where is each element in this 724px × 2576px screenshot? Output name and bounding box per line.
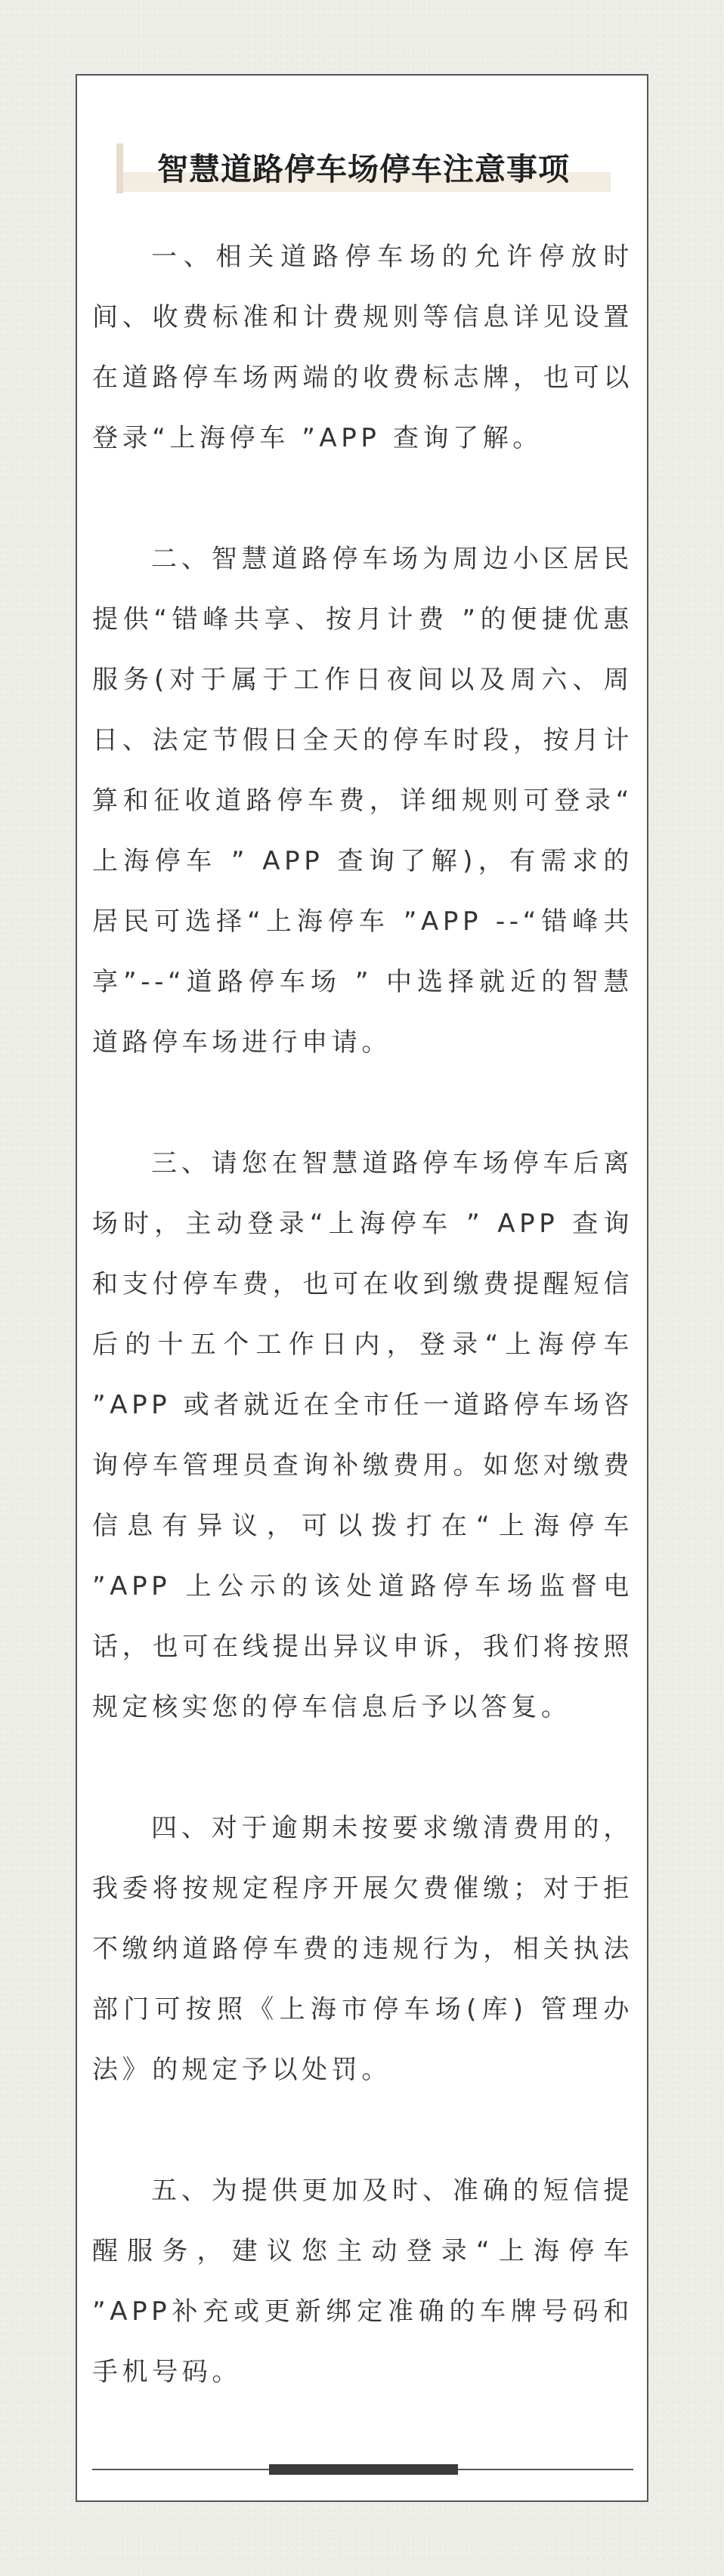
- notice-body: [92, 227, 633, 2402]
- title-block: [116, 144, 611, 196]
- paragraph-2: 二、智慧道路停车场为周边小区居民提供“错峰共享、按月计费 ”的便捷优惠服务(对于属于工作日夜间以及周六、周日、法定节假日全天的停车时段，按月计算和征收道路停车费，详细规则可登录“ 上海停车 ” APP 查询了解)，有需求的居民可选择“上海停车 ”APP --“错峰共享”--“道路停车场 ” 中选择就近的智慧道路停车场进行申请。: [92, 544, 633, 1058]
- paragraph-5: 五、为提供更加及时、准确的短信提醒服务，建议您主动登录“上海停车 ”APP补充或更新绑定准确的车牌号码和手机号码。: [92, 2176, 633, 2387]
- paragraph-1: 一、相关道路停车场的允许停放时间、收费标准和计费规则等信息详见设置在道路停车场两端的收费标志牌，也可以登录“上海停车 ”APP 查询了解。: [92, 242, 633, 453]
- bottom-divider-bar: [269, 2464, 458, 2475]
- page-title: 智慧道路停车场停车注意事项: [157, 151, 570, 187]
- notice-card: [76, 74, 648, 2502]
- paragraph-4: 四、对于逾期未按要求缴清费用的，我委将按规定程序开展欠费催缴；对于拒不缴纳道路停车费的违规行为，相关执法部门可按照《上海市停车场(库) 管理办法》的规定予以处罚。: [92, 1813, 633, 2085]
- paragraph-3: 三、请您在智慧道路停车场停车后离场时，主动登录“上海停车 ” APP 查询和支付停车费，也可在收到缴费提醒短信后的十五个工作日内，登录“上海停车 ”APP 或者就近在全市任一道路停车场咨询停车管理员查询补缴费用。如您对缴费信息有异议，可以拨打在“上海停车 ”APP 上公示的该处道路停车场监督电话，也可在线提出异议申诉，我们将按照规定核实您的停车信息后予以答复。: [92, 1148, 633, 1722]
